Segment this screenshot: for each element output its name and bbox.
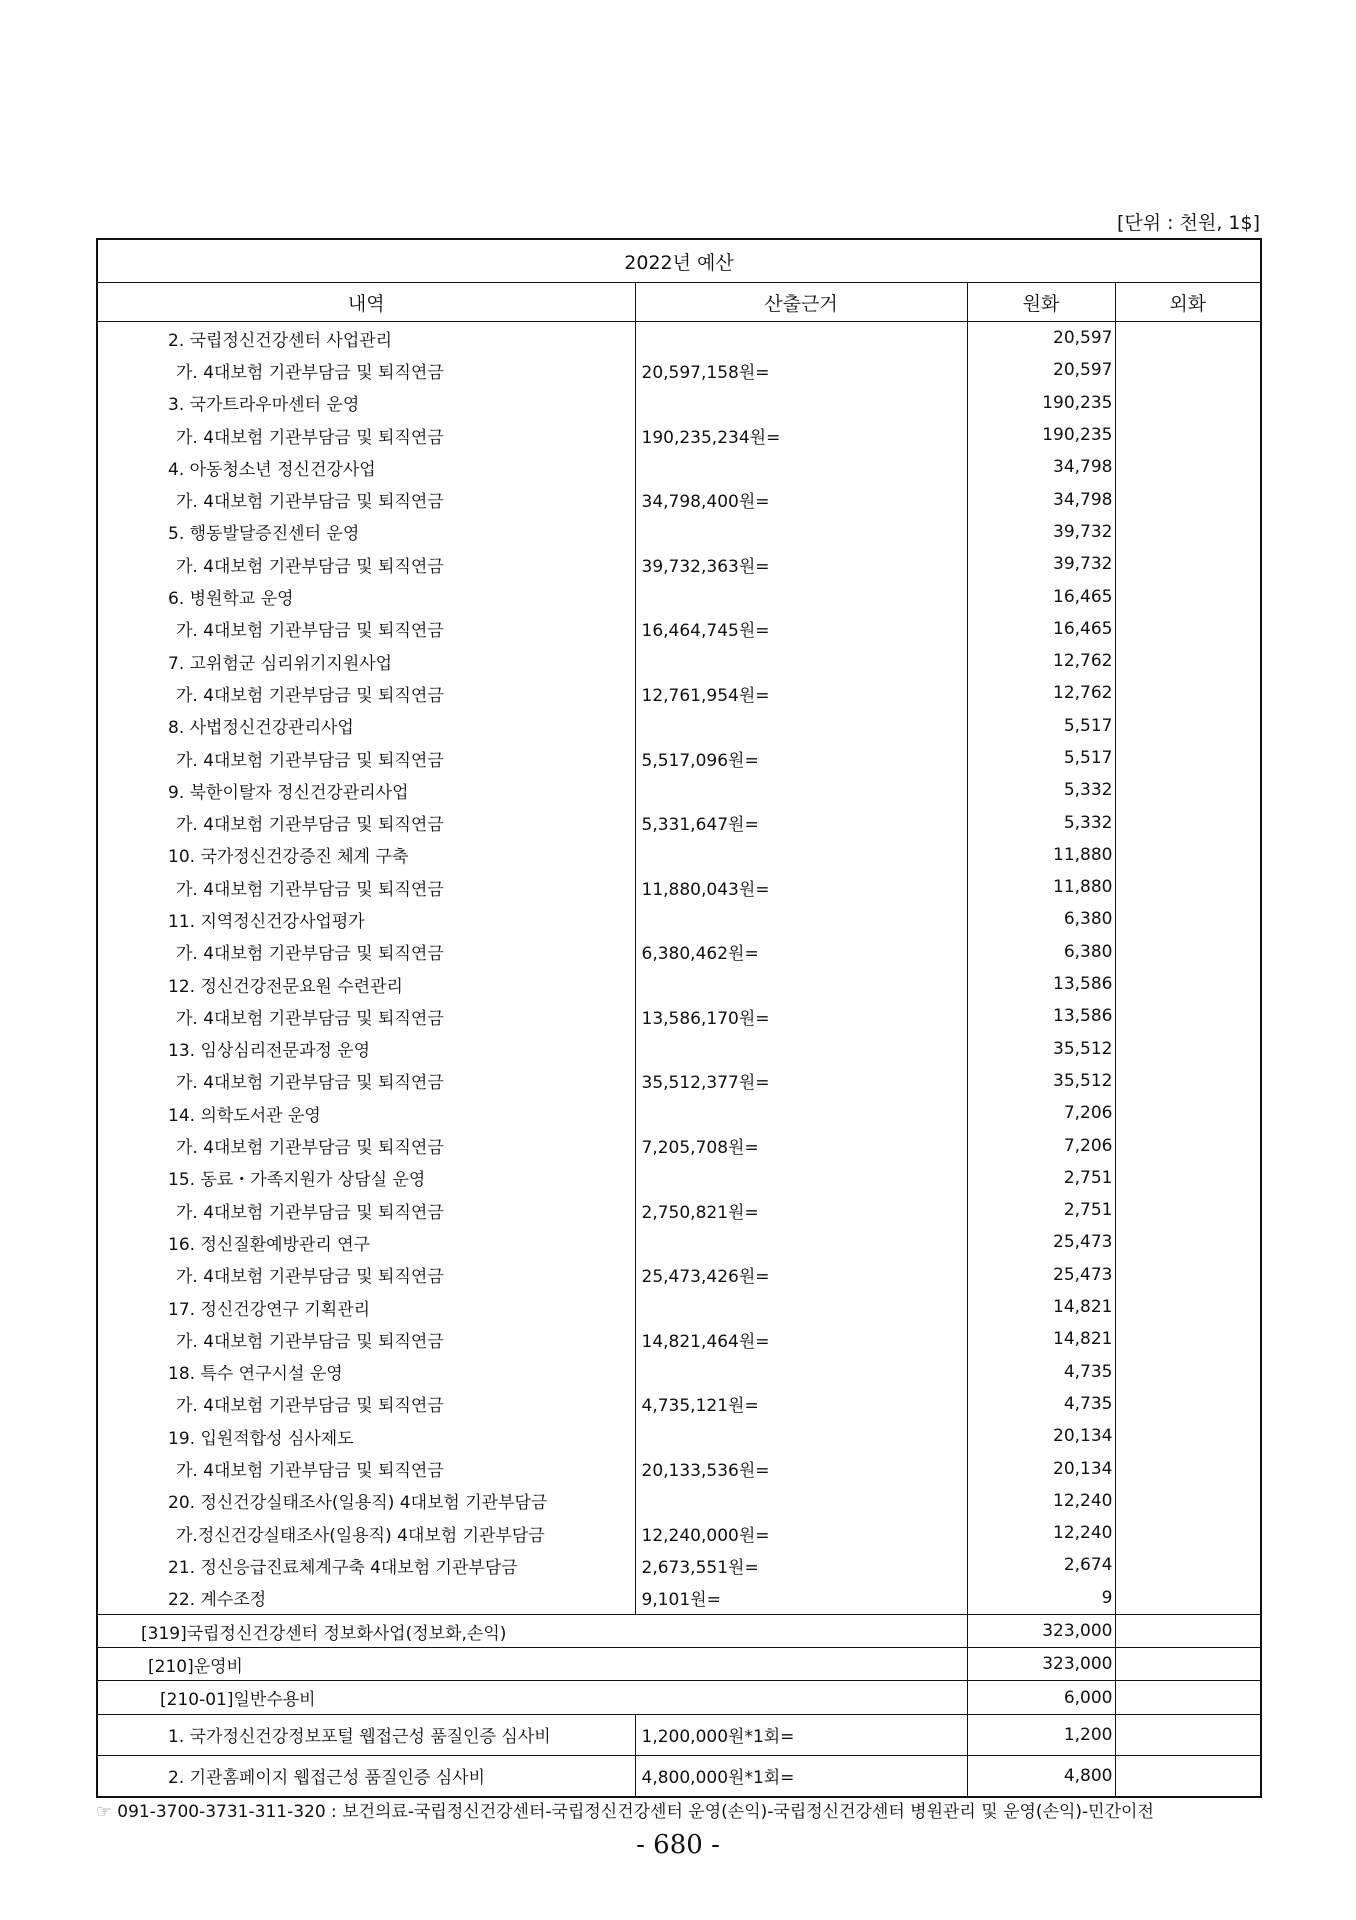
table-row bbox=[97, 387, 1261, 419]
row-basis: 7,205,708원= bbox=[635, 1129, 967, 1161]
row-description: 22. 계수조정 bbox=[97, 1582, 635, 1615]
table-row bbox=[97, 483, 1261, 515]
row-foreign bbox=[1115, 1388, 1261, 1420]
row-foreign bbox=[1115, 1485, 1261, 1517]
row-description: 가. 4대보험 기관부담금 및 퇴직연금 bbox=[97, 1129, 635, 1161]
group-label: [210]운영비 bbox=[97, 1648, 967, 1681]
item-krw: 1,200 bbox=[967, 1714, 1115, 1755]
row-description: 가. 4대보험 기관부담금 및 퇴직연금 bbox=[97, 1323, 635, 1355]
row-basis: 11,880,043원= bbox=[635, 871, 967, 903]
row-krw: 6,380 bbox=[967, 903, 1115, 935]
row-krw: 34,798 bbox=[967, 451, 1115, 483]
row-basis bbox=[635, 903, 967, 935]
table-row bbox=[97, 516, 1261, 548]
group-krw: 323,000 bbox=[967, 1648, 1115, 1681]
item-basis: 1,200,000원*1회= bbox=[635, 1714, 967, 1755]
header-description: 내역 bbox=[97, 283, 635, 322]
table-row bbox=[97, 322, 1261, 355]
row-krw: 190,235 bbox=[967, 387, 1115, 419]
table-row bbox=[97, 1485, 1261, 1517]
row-basis bbox=[635, 1162, 967, 1194]
row-description: 가. 4대보험 기관부담금 및 퇴직연금 bbox=[97, 1065, 635, 1097]
row-foreign bbox=[1115, 710, 1261, 742]
row-krw: 2,674 bbox=[967, 1549, 1115, 1581]
table-title-row bbox=[97, 239, 1261, 283]
row-description: 21. 정신응급진료체계구축 4대보험 기관부담금 bbox=[97, 1549, 635, 1581]
row-krw: 13,586 bbox=[967, 1000, 1115, 1032]
row-basis: 13,586,170원= bbox=[635, 1000, 967, 1032]
row-description: 가. 4대보험 기관부담금 및 퇴직연금 bbox=[97, 806, 635, 838]
row-krw: 5,332 bbox=[967, 806, 1115, 838]
row-basis: 34,798,400원= bbox=[635, 483, 967, 515]
row-basis bbox=[635, 1420, 967, 1452]
row-description: 16. 정신질환예방관리 연구 bbox=[97, 1226, 635, 1258]
row-basis bbox=[635, 322, 967, 355]
table-row bbox=[97, 1194, 1261, 1226]
page-number: - 680 - bbox=[636, 1830, 720, 1860]
row-krw: 20,134 bbox=[967, 1420, 1115, 1452]
row-basis: 5,517,096원= bbox=[635, 742, 967, 774]
row-basis: 20,597,158원= bbox=[635, 354, 967, 386]
row-basis: 4,735,121원= bbox=[635, 1388, 967, 1420]
row-krw: 20,597 bbox=[967, 354, 1115, 386]
table-row bbox=[97, 1065, 1261, 1097]
row-krw: 14,821 bbox=[967, 1291, 1115, 1323]
table-row bbox=[97, 968, 1261, 1000]
table-row bbox=[97, 742, 1261, 774]
header-basis: 산출근거 bbox=[635, 283, 967, 322]
row-description: 가. 4대보험 기관부담금 및 퇴직연금 bbox=[97, 1452, 635, 1484]
row-foreign bbox=[1115, 677, 1261, 709]
row-krw: 12,240 bbox=[967, 1517, 1115, 1549]
table-row bbox=[97, 710, 1261, 742]
table-row bbox=[97, 1517, 1261, 1549]
table-row bbox=[97, 1356, 1261, 1388]
row-basis: 12,240,000원= bbox=[635, 1517, 967, 1549]
group-label: [319]국립정신건강센터 정보화사업(정보화,손익) bbox=[97, 1614, 967, 1647]
item-description: 1. 국가정신건강정보포털 웹접근성 품질인증 심사비 bbox=[97, 1714, 635, 1755]
row-krw: 20,134 bbox=[967, 1452, 1115, 1484]
row-basis bbox=[635, 1033, 967, 1065]
table-row bbox=[97, 1291, 1261, 1323]
table-row bbox=[97, 354, 1261, 386]
row-description: 가. 4대보험 기관부담금 및 퇴직연금 bbox=[97, 1388, 635, 1420]
group-row bbox=[97, 1614, 1261, 1647]
row-description: 가. 4대보험 기관부담금 및 퇴직연금 bbox=[97, 613, 635, 645]
row-krw: 25,473 bbox=[967, 1259, 1115, 1291]
table-row bbox=[97, 903, 1261, 935]
row-foreign bbox=[1115, 419, 1261, 451]
footer-note bbox=[96, 1797, 1154, 1822]
row-foreign bbox=[1115, 1259, 1261, 1291]
table-row bbox=[97, 548, 1261, 580]
header-krw: 원화 bbox=[967, 283, 1115, 322]
row-foreign bbox=[1115, 322, 1261, 355]
table-row bbox=[97, 1000, 1261, 1032]
row-krw: 12,762 bbox=[967, 645, 1115, 677]
row-krw: 35,512 bbox=[967, 1065, 1115, 1097]
row-basis bbox=[635, 1226, 967, 1258]
table-row bbox=[97, 1129, 1261, 1161]
row-krw: 35,512 bbox=[967, 1033, 1115, 1065]
row-description: 17. 정신건강연구 기획관리 bbox=[97, 1291, 635, 1323]
row-foreign bbox=[1115, 1162, 1261, 1194]
row-basis bbox=[635, 1097, 967, 1129]
row-krw: 5,517 bbox=[967, 742, 1115, 774]
row-basis: 25,473,426원= bbox=[635, 1259, 967, 1291]
row-description: 3. 국가트라우마센터 운영 bbox=[97, 387, 635, 419]
row-description: 14. 의학도서관 운영 bbox=[97, 1097, 635, 1129]
row-description: 8. 사법정신건강관리사업 bbox=[97, 710, 635, 742]
row-description: 13. 임상심리전문과정 운영 bbox=[97, 1033, 635, 1065]
row-basis bbox=[635, 710, 967, 742]
row-foreign bbox=[1115, 1033, 1261, 1065]
row-basis bbox=[635, 968, 967, 1000]
row-basis: 39,732,363원= bbox=[635, 548, 967, 580]
row-basis: 6,380,462원= bbox=[635, 936, 967, 968]
table-row bbox=[97, 645, 1261, 677]
group-foreign bbox=[1115, 1648, 1261, 1681]
row-description: 11. 지역정신건강사업평가 bbox=[97, 903, 635, 935]
table-row bbox=[97, 1323, 1261, 1355]
row-foreign bbox=[1115, 1129, 1261, 1161]
row-krw: 5,332 bbox=[967, 774, 1115, 806]
row-foreign bbox=[1115, 903, 1261, 935]
row-krw: 39,732 bbox=[967, 516, 1115, 548]
group-foreign bbox=[1115, 1681, 1261, 1714]
row-description: 19. 입원적합성 심사제도 bbox=[97, 1420, 635, 1452]
table-row bbox=[97, 1033, 1261, 1065]
row-krw: 11,880 bbox=[967, 871, 1115, 903]
row-foreign bbox=[1115, 1582, 1261, 1615]
row-krw: 14,821 bbox=[967, 1323, 1115, 1355]
row-foreign bbox=[1115, 354, 1261, 386]
row-basis bbox=[635, 1291, 967, 1323]
row-krw: 4,735 bbox=[967, 1388, 1115, 1420]
row-krw: 7,206 bbox=[967, 1097, 1115, 1129]
row-foreign bbox=[1115, 451, 1261, 483]
row-description: 가. 4대보험 기관부담금 및 퇴직연금 bbox=[97, 1259, 635, 1291]
row-basis: 2,750,821원= bbox=[635, 1194, 967, 1226]
group-krw: 6,000 bbox=[967, 1681, 1115, 1714]
table-row bbox=[97, 1097, 1261, 1129]
row-foreign bbox=[1115, 1452, 1261, 1484]
row-krw: 12,762 bbox=[967, 677, 1115, 709]
row-krw: 34,798 bbox=[967, 483, 1115, 515]
row-foreign bbox=[1115, 871, 1261, 903]
row-foreign bbox=[1115, 1226, 1261, 1258]
row-foreign bbox=[1115, 1097, 1261, 1129]
row-krw: 6,380 bbox=[967, 936, 1115, 968]
row-description: 가. 4대보험 기관부담금 및 퇴직연금 bbox=[97, 548, 635, 580]
table-row bbox=[97, 806, 1261, 838]
row-foreign bbox=[1115, 645, 1261, 677]
row-basis bbox=[635, 516, 967, 548]
row-foreign bbox=[1115, 580, 1261, 612]
row-description: 5. 행동발달증진센터 운영 bbox=[97, 516, 635, 548]
item-row bbox=[97, 1755, 1261, 1797]
row-description: 가.정신건강실태조사(일용직) 4대보험 기관부담금 bbox=[97, 1517, 635, 1549]
row-basis: 2,673,551원= bbox=[635, 1549, 967, 1581]
row-foreign bbox=[1115, 516, 1261, 548]
row-foreign bbox=[1115, 1420, 1261, 1452]
table-row bbox=[97, 1420, 1261, 1452]
item-foreign bbox=[1115, 1714, 1261, 1755]
table-row bbox=[97, 936, 1261, 968]
row-foreign bbox=[1115, 806, 1261, 838]
row-foreign bbox=[1115, 742, 1261, 774]
group-krw: 323,000 bbox=[967, 1614, 1115, 1647]
row-description: 7. 고위험군 심리위기지원사업 bbox=[97, 645, 635, 677]
table-header-row bbox=[97, 283, 1261, 322]
row-krw: 11,880 bbox=[967, 839, 1115, 871]
table-row bbox=[97, 419, 1261, 451]
row-foreign bbox=[1115, 1000, 1261, 1032]
row-description: 9. 북한이탈자 정신건강관리사업 bbox=[97, 774, 635, 806]
row-basis bbox=[635, 1485, 967, 1517]
row-basis bbox=[635, 387, 967, 419]
row-foreign bbox=[1115, 548, 1261, 580]
row-foreign bbox=[1115, 387, 1261, 419]
row-krw: 20,597 bbox=[967, 322, 1115, 355]
item-basis: 4,800,000원*1회= bbox=[635, 1755, 967, 1797]
row-description: 가. 4대보험 기관부담금 및 퇴직연금 bbox=[97, 1194, 635, 1226]
group-row bbox=[97, 1648, 1261, 1681]
row-foreign bbox=[1115, 1356, 1261, 1388]
row-krw: 13,586 bbox=[967, 968, 1115, 1000]
footer-text: 091-3700-3731-311-320 : 보건의료-국립정신건강센터-국립정신건강센터 운영(손익)-국립정신건강센터 병원관리 및 운영(손익)-민간이전 bbox=[117, 1802, 1154, 1822]
row-basis: 12,761,954원= bbox=[635, 677, 967, 709]
table-row bbox=[97, 613, 1261, 645]
row-description: 가. 4대보험 기관부담금 및 퇴직연금 bbox=[97, 871, 635, 903]
row-basis bbox=[635, 1356, 967, 1388]
row-krw: 2,751 bbox=[967, 1194, 1115, 1226]
row-foreign bbox=[1115, 968, 1261, 1000]
row-foreign bbox=[1115, 1065, 1261, 1097]
row-description: 가. 4대보험 기관부담금 및 퇴직연금 bbox=[97, 1000, 635, 1032]
row-foreign bbox=[1115, 1323, 1261, 1355]
row-description: 10. 국가정신건강증진 체계 구축 bbox=[97, 839, 635, 871]
table-title: 2022년 예산 bbox=[97, 239, 1261, 283]
row-description: 가. 4대보험 기관부담금 및 퇴직연금 bbox=[97, 677, 635, 709]
table-row bbox=[97, 677, 1261, 709]
pointing-hand-icon: ☞ bbox=[96, 1802, 112, 1822]
table-row bbox=[97, 451, 1261, 483]
row-basis: 16,464,745원= bbox=[635, 613, 967, 645]
row-krw: 12,240 bbox=[967, 1485, 1115, 1517]
row-krw: 4,735 bbox=[967, 1356, 1115, 1388]
row-foreign bbox=[1115, 774, 1261, 806]
table-row bbox=[97, 1388, 1261, 1420]
item-row bbox=[97, 1714, 1261, 1755]
row-basis: 35,512,377원= bbox=[635, 1065, 967, 1097]
table-row bbox=[97, 839, 1261, 871]
row-description: 12. 정신건강전문요원 수련관리 bbox=[97, 968, 635, 1000]
row-foreign bbox=[1115, 1517, 1261, 1549]
row-krw: 16,465 bbox=[967, 613, 1115, 645]
row-description: 20. 정신건강실태조사(일용직) 4대보험 기관부담금 bbox=[97, 1485, 635, 1517]
row-basis bbox=[635, 839, 967, 871]
item-foreign bbox=[1115, 1755, 1261, 1797]
header-foreign: 외화 bbox=[1115, 283, 1261, 322]
row-basis: 20,133,536원= bbox=[635, 1452, 967, 1484]
row-basis bbox=[635, 451, 967, 483]
row-krw: 2,751 bbox=[967, 1162, 1115, 1194]
row-description: 가. 4대보험 기관부담금 및 퇴직연금 bbox=[97, 483, 635, 515]
row-krw: 190,235 bbox=[967, 419, 1115, 451]
row-foreign bbox=[1115, 1291, 1261, 1323]
table-row bbox=[97, 1162, 1261, 1194]
row-krw: 7,206 bbox=[967, 1129, 1115, 1161]
row-krw: 16,465 bbox=[967, 580, 1115, 612]
table-row bbox=[97, 1226, 1261, 1258]
row-foreign bbox=[1115, 613, 1261, 645]
row-description: 가. 4대보험 기관부담금 및 퇴직연금 bbox=[97, 354, 635, 386]
table-row bbox=[97, 1452, 1261, 1484]
row-krw: 5,517 bbox=[967, 710, 1115, 742]
item-description: 2. 기관홈페이지 웹접근성 품질인증 심사비 bbox=[97, 1755, 635, 1797]
table-row bbox=[97, 774, 1261, 806]
table-row bbox=[97, 1549, 1261, 1581]
table-row bbox=[97, 1582, 1261, 1615]
row-description: 4. 아동청소년 정신건강사업 bbox=[97, 451, 635, 483]
row-krw: 9 bbox=[967, 1582, 1115, 1615]
group-foreign bbox=[1115, 1614, 1261, 1647]
row-basis: 9,101원= bbox=[635, 1582, 967, 1615]
row-description: 2. 국립정신건강센터 사업관리 bbox=[97, 322, 635, 355]
row-description: 18. 특수 연구시설 운영 bbox=[97, 1356, 635, 1388]
row-foreign bbox=[1115, 936, 1261, 968]
row-basis: 190,235,234원= bbox=[635, 419, 967, 451]
table-row bbox=[97, 1259, 1261, 1291]
row-description: 가. 4대보험 기관부담금 및 퇴직연금 bbox=[97, 936, 635, 968]
row-krw: 25,473 bbox=[967, 1226, 1115, 1258]
row-basis bbox=[635, 774, 967, 806]
row-krw: 39,732 bbox=[967, 548, 1115, 580]
row-basis: 5,331,647원= bbox=[635, 806, 967, 838]
row-description: 가. 4대보험 기관부담금 및 퇴직연금 bbox=[97, 419, 635, 451]
row-basis bbox=[635, 580, 967, 612]
table-row bbox=[97, 580, 1261, 612]
table-row bbox=[97, 871, 1261, 903]
unit-label: [단위 : 천원, 1$] bbox=[1117, 212, 1260, 234]
budget-table bbox=[96, 238, 1262, 1798]
row-foreign bbox=[1115, 1194, 1261, 1226]
row-basis bbox=[635, 645, 967, 677]
item-krw: 4,800 bbox=[967, 1755, 1115, 1797]
row-foreign bbox=[1115, 1549, 1261, 1581]
row-description: 가. 4대보험 기관부담금 및 퇴직연금 bbox=[97, 742, 635, 774]
row-basis: 14,821,464원= bbox=[635, 1323, 967, 1355]
row-description: 15. 동료・가족지원가 상담실 운영 bbox=[97, 1162, 635, 1194]
group-label: [210-01]일반수용비 bbox=[97, 1681, 967, 1714]
group-row bbox=[97, 1681, 1261, 1714]
row-description: 6. 병원학교 운영 bbox=[97, 580, 635, 612]
row-foreign bbox=[1115, 839, 1261, 871]
row-foreign bbox=[1115, 483, 1261, 515]
